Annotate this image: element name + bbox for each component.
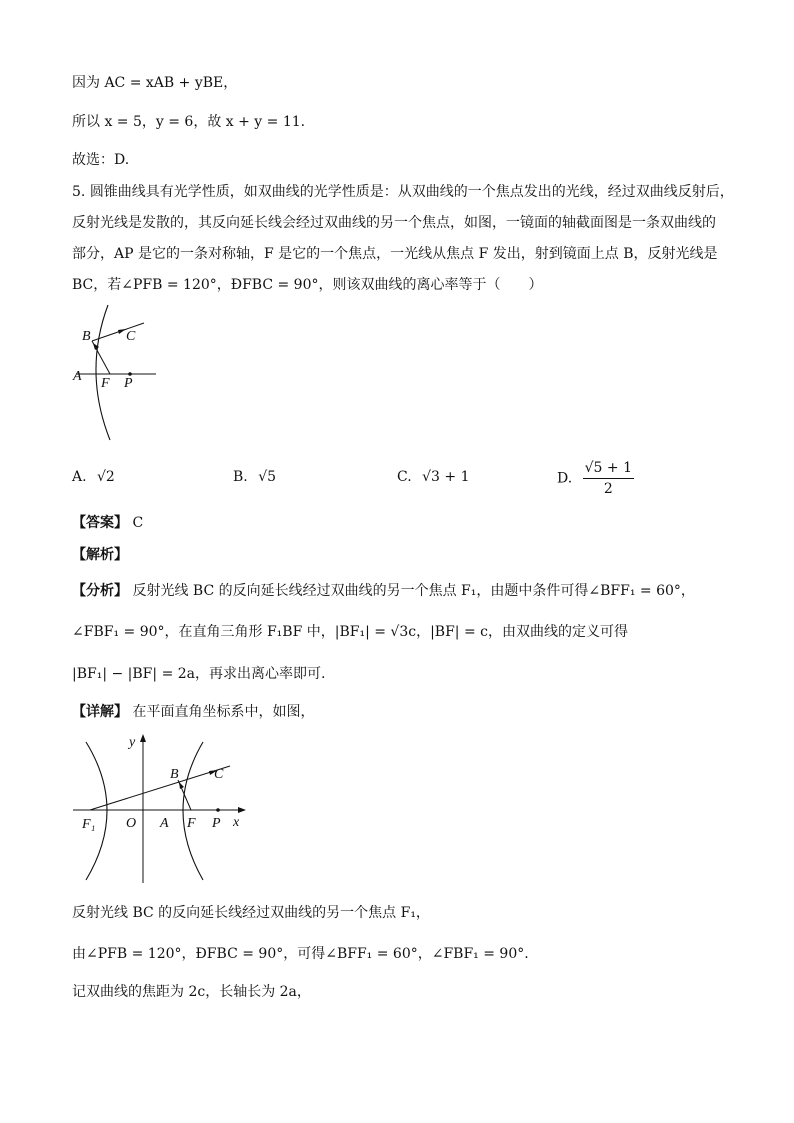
label-b: B [82, 329, 91, 344]
detail-line-3: 由∠PFB = 120°，ÐFBC = 90°，可得∠BFF₁ = 60°，∠FBF₁ = 90°. [72, 946, 529, 962]
solution-line-vector: 因为 AC = xAB + yBE， [72, 75, 238, 91]
answer-label: 【答案】 [72, 515, 128, 531]
reflected-ray-extended [90, 766, 230, 810]
mirror-figure [68, 300, 168, 445]
answer-line [72, 513, 143, 533]
detail-line-4: 记双曲线的焦距为 2c，长轴长为 2a， [72, 984, 311, 1000]
point-p-dot-2 [216, 808, 220, 812]
option-b-letter: B. [233, 469, 248, 485]
analysis-line-3: |BF₁| − |BF| = 2a，再求出离心率即可. [72, 666, 326, 682]
detail-text-1: 在平面直角坐标系中，如图， [132, 704, 315, 720]
analysis-line-1 [72, 581, 695, 601]
hyperbola-branch [96, 305, 110, 440]
question-line-2: 反射光线是发散的，其反向延长线会经过双曲线的另一个焦点，如图，一镜面的轴截面图是一条双曲线的 [72, 215, 716, 231]
label-a-2: A [160, 816, 169, 831]
analysis-line-2: ∠FBF₁ = 90°，在直角三角形 F₁BF 中，|BF₁| = √3c，|BF| = c，由双曲线的定义可得 [72, 624, 628, 640]
analysis-text-1: 反射光线 BC 的反向延长线经过双曲线的另一个焦点 F₁，由题中条件可得∠BFF₁ = 60°， [132, 583, 695, 599]
analysis-heading: 【解析】 [72, 547, 128, 563]
solution-line-choice: 故选：D. [72, 152, 130, 168]
label-f1: F₁ [82, 817, 96, 832]
axis-label-x: x [233, 815, 240, 830]
question-number: 5. [72, 184, 86, 200]
detail-label: 【详解】 [72, 704, 128, 720]
label-c: C [126, 329, 136, 344]
detail-line-1 [72, 702, 314, 722]
option-d-letter: D. [557, 470, 573, 487]
option-d[interactable] [557, 458, 634, 499]
right-branch [183, 742, 203, 880]
question-text: 圆锥曲线具有光学性质，如双曲线的光学性质是：从双曲线的一个焦点发出的光线，经过双曲线反射后， [89, 184, 734, 200]
option-c[interactable] [397, 467, 470, 487]
coordinate-figure [68, 728, 258, 886]
label-b-2: B [170, 767, 179, 782]
option-a-value: √2 [97, 469, 115, 485]
label-f-2: F [187, 816, 196, 831]
option-d-fraction [583, 458, 634, 499]
option-c-value: √3 + 1 [422, 469, 470, 485]
option-d-denominator: 2 [603, 481, 613, 497]
question-line-3: 部分，AP 是它的一条对称轴，F 是它的一个焦点，一光线从焦点 F 发出，射到镜面上点 B，反射光线是 [72, 246, 718, 262]
option-b[interactable] [233, 467, 276, 487]
question-line-4: BC，若∠PFB = 120°，ÐFBC = 90°，则该双曲线的离心率等于（ ） [72, 277, 543, 293]
y-axis-arrow [140, 734, 146, 742]
label-o: O [126, 816, 137, 831]
reflected-arrow [118, 329, 126, 334]
left-branch [86, 742, 107, 880]
option-a[interactable] [72, 467, 115, 487]
label-c-2: C [214, 767, 224, 782]
x-axis-arrow [238, 807, 246, 813]
question-line-1 [72, 182, 734, 202]
axis-label-y: y [129, 735, 136, 750]
option-d-numerator: √5 + 1 [583, 458, 634, 479]
option-a-letter: A. [72, 469, 87, 485]
label-f: F [101, 376, 110, 391]
detail-line-2: 反射光线 BC 的反向延长线经过双曲线的另一个焦点 F₁， [72, 905, 430, 921]
solution-line-values: 所以 x = 5，y = 6，故 x + y = 11. [72, 114, 306, 130]
label-p: P [124, 376, 133, 391]
analysis-label: 【分析】 [72, 583, 128, 599]
label-p-2: P [212, 816, 221, 831]
incident-arrow-2 [179, 782, 184, 789]
answer-value: C [132, 515, 144, 531]
label-a: A [73, 369, 82, 384]
option-c-letter: C. [397, 469, 412, 485]
option-b-value: √5 [258, 469, 277, 485]
